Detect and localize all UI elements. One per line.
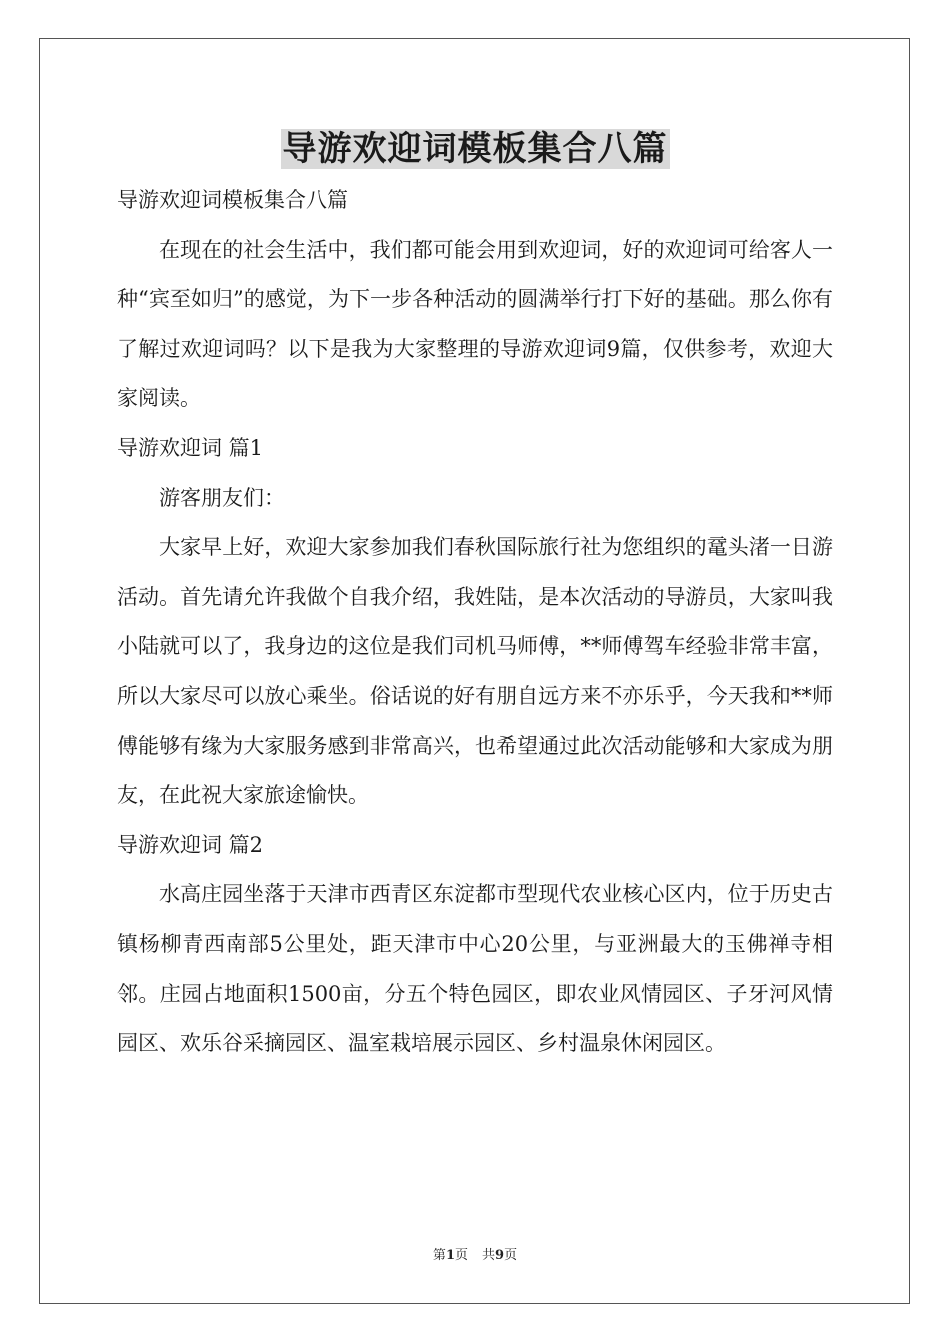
total-pages-indicator: 共9页 (482, 1248, 518, 1263)
intro-paragraph: 在现在的社会生活中，我们都可能会用到欢迎词，好的欢迎词可给客人一种“宾至如归”的感觉，为下一步各种活动的圆满举行打下好的基础。那么你有了解过欢迎词吗？以下是我为大家整理的导游欢迎词9篇，仅供参考，欢迎大家阅读。 (117, 237, 833, 411)
total-page-number: 9 (495, 1248, 505, 1263)
page-footer (0, 1246, 950, 1266)
document-body (117, 176, 833, 1069)
page-indicator: 第1页 (432, 1248, 468, 1263)
greeting-line: 游客朋友们： (159, 485, 285, 510)
subtitle-line: 导游欢迎词模板集合八篇 (117, 188, 348, 212)
document-title-text: 导游欢迎词模板集合八篇 (282, 129, 668, 169)
section-1-paragraph: 大家早上好，欢迎大家参加我们春秋国际旅行社为您组织的鼋头渚一日游活动。首先请允许我做个自我介绍，我姓陆，是本次活动的导游员，大家叫我小陆就可以了，我身边的这位是我们司机马师傅，**师傅驾车经验非常丰富，所以大家尽可以放心乘坐。俗话说的好有朋自远方来不亦乐乎，今天我和**师傅能够有缘为大家服务感到非常高兴，也希望通过此次活动能够和大家成为朋友，在此祝大家旅途愉快。 (117, 535, 833, 808)
section-heading-2: 导游欢迎词 篇2 (117, 832, 264, 857)
current-page-number: 1 (445, 1248, 455, 1263)
document-title (0, 124, 950, 174)
section-heading-1: 导游欢迎词 篇1 (117, 435, 264, 460)
section-2-paragraph: 水高庄园坐落于天津市西青区东淀都市型现代农业核心区内，位于历史古镇杨柳青西南部5公里处，距天津市中心20公里，与亚洲最大的玉佛禅寺相邻。庄园占地面积1500亩，分五个特色园区，即农业风情园区、子牙河风情园区、欢乐谷采摘园区、温室栽培展示园区、乡村温泉休闲园区。 (117, 882, 833, 1056)
